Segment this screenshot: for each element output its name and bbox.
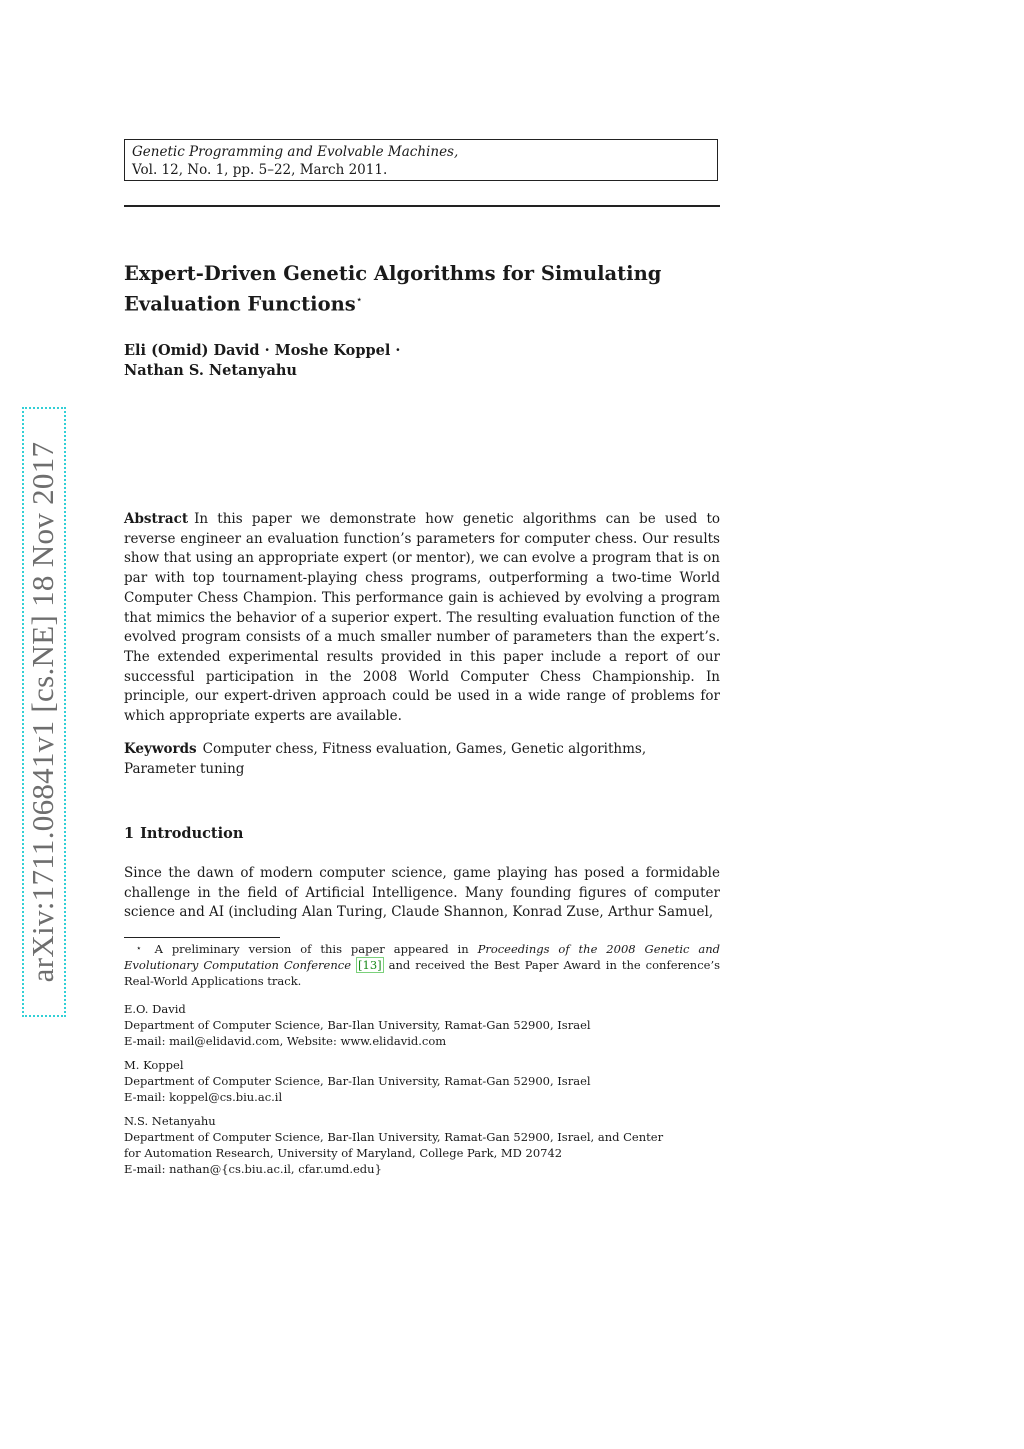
affiliation-line: Department of Computer Science, Bar-Ilan University, Ramat-Gan 52900, Israel xyxy=(124,1074,591,1088)
journal-volume: Vol. 12, No. 1, pp. 5–22, March 2011. xyxy=(132,162,388,178)
affiliation-koppel xyxy=(124,1057,724,1105)
affiliation-line: E-mail: mail@elidavid.com, Website: www.elidavid.com xyxy=(124,1034,447,1048)
section-number: 1 xyxy=(124,825,135,842)
intro-paragraph: Since the dawn of modern computer science, game playing has posed a formidable challenge in the field of Artificial Intelligence. Many founding figures of computer science and AI (including Alan Turing, Claude Shannon, Konrad Zuse, Arthur Samuel, xyxy=(124,865,720,921)
affiliation-name: N.S. Netanyahu xyxy=(124,1114,216,1128)
citation-link[interactable]: [13] xyxy=(358,958,382,972)
header-rule xyxy=(124,205,720,207)
author-list xyxy=(124,341,724,381)
authors-line-2: Nathan S. Netanyahu xyxy=(124,362,297,379)
abstract-text: In this paper we demonstrate how genetic algorithms can be used to reverse engineer an evaluation function’s parameters for computer chess. Our results show that using an appropriate expert (or mentor), we can evolve a program that is on par with top tournament-playing chess programs, outperforming a two-time World Computer Chess Champion. This performance gain is achieved by evolving a program that mimics the behavior of a superior expert. The resulting evaluation function of the evolved program consists of a much smaller number of parameters than the expert’s. The extended experimental results provided in this paper include a report of our successful participation in the 2008 World Computer Chess Championship. In principle, our expert-driven approach could be used in a wide range of problems for which appropriate experts are available. xyxy=(124,511,720,725)
section-heading xyxy=(124,824,243,844)
journal-name: Genetic Programming and Evolvable Machines, xyxy=(132,144,459,160)
title-footnote-mark: ⋆ xyxy=(355,293,363,306)
affiliation-name: E.O. David xyxy=(124,1002,186,1016)
keywords xyxy=(124,740,720,779)
footnote-mark: ⋆ xyxy=(136,944,142,954)
abstract xyxy=(124,510,720,727)
authors-line-1: Eli (Omid) David · Moshe Koppel · xyxy=(124,342,401,359)
footnote-suffix: and received the Best Paper Award in the conference’s Real-World Applications track. xyxy=(124,958,721,988)
title-line-2: Evaluation Functions xyxy=(124,292,356,316)
footnote xyxy=(124,941,720,989)
abstract-label: Abstract xyxy=(124,511,189,527)
title-line-1: Expert-Driven Genetic Algorithms for Simulating xyxy=(124,262,662,285)
keywords-label: Keywords xyxy=(124,741,197,757)
affiliation-netanyahu xyxy=(124,1113,724,1177)
journal-info-box xyxy=(124,139,718,181)
affiliation-name: M. Koppel xyxy=(124,1058,184,1072)
affiliation-line: E-mail: nathan@{cs.biu.ac.il, cfar.umd.edu} xyxy=(124,1162,382,1176)
affiliation-line: Department of Computer Science, Bar-Ilan University, Ramat-Gan 52900, Israel, and Center xyxy=(124,1130,664,1144)
footnote-rule xyxy=(124,937,280,938)
arxiv-identifier-stamp: arXiv:1711.06841v1 [cs.NE] 18 Nov 2017 xyxy=(22,407,66,1017)
affiliation-david xyxy=(124,1001,724,1049)
keywords-text: Computer chess, Fitness evaluation, Games, Genetic algorithms, Parameter tuning xyxy=(124,741,647,777)
paper-title xyxy=(124,261,724,318)
section-title: Introduction xyxy=(140,825,244,842)
footnote-venue: Proceedings of the 2008 Genetic and Evolutionary Computation Conference xyxy=(124,942,721,972)
affiliation-line: E-mail: koppel@cs.biu.ac.il xyxy=(124,1090,283,1104)
footnote-prefix: A preliminary version of this paper appeared in xyxy=(154,942,469,956)
affiliation-line: for Automation Research, University of Maryland, College Park, MD 20742 xyxy=(124,1146,563,1160)
affiliation-line: Department of Computer Science, Bar-Ilan University, Ramat-Gan 52900, Israel xyxy=(124,1018,591,1032)
